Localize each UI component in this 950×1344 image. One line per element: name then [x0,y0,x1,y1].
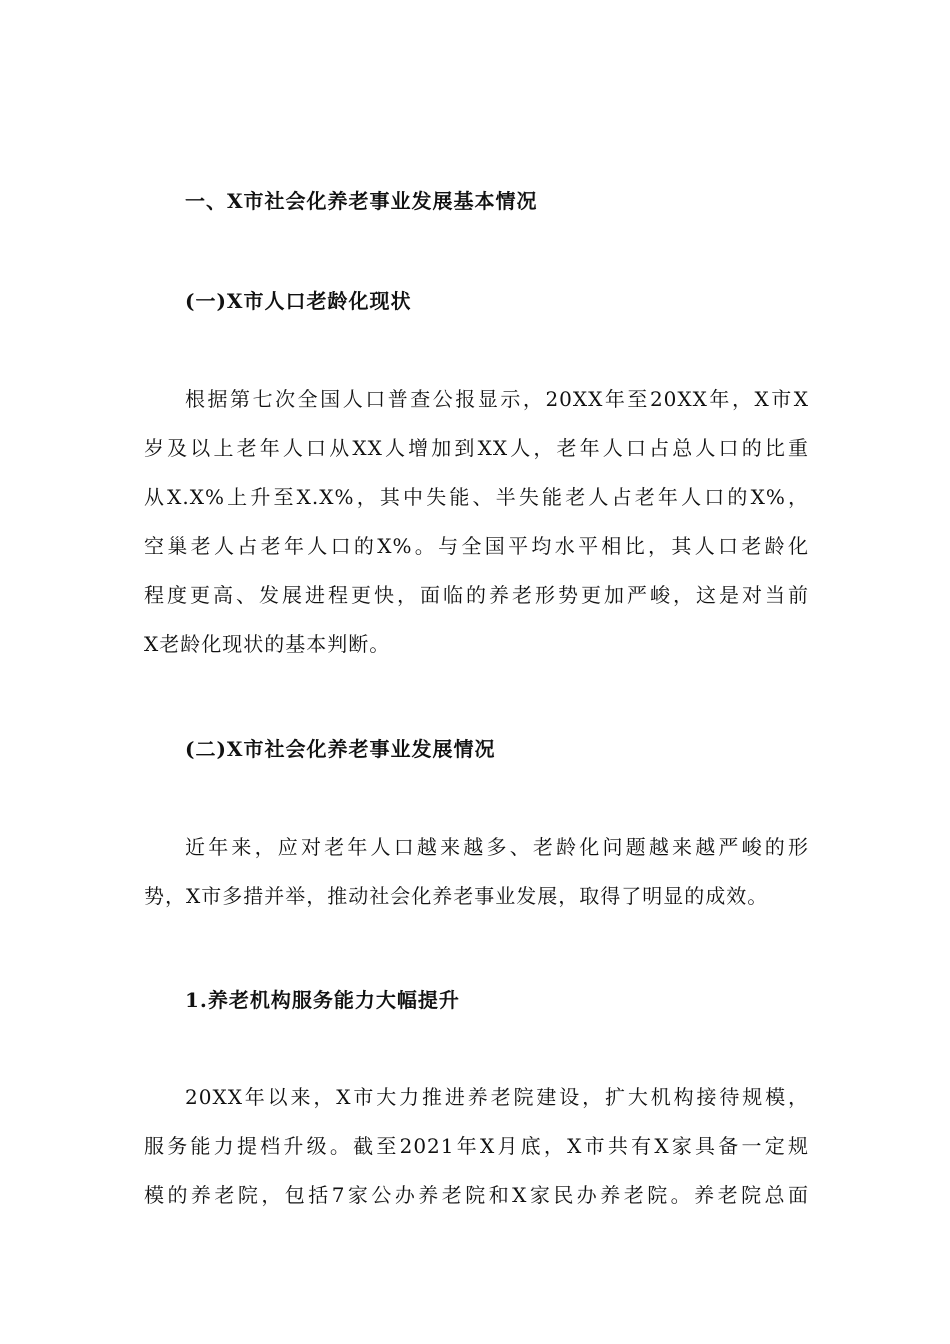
subsection-heading-2: (二)X市社会化养老事业发展情况 [185,737,496,761]
paragraph-line: 模的养老院，包括7家公办养老院和X家民办养老院。养老院总面 [144,1183,809,1207]
paragraph-line: 近年来，应对老年人口越来越多、老龄化问题越来越严峻的形 [185,835,809,859]
paragraph-line: X老龄化现状的基本判断。 [144,632,391,656]
paragraph-line: 服务能力提档升级。截至2021年X月底，X市共有X家具备一定规 [144,1134,809,1158]
paragraph-development [144,823,809,921]
paragraph-aging-status [144,375,809,669]
paragraph-line: 势，X市多措并举，推动社会化养老事业发展，取得了明显的成效。 [144,884,769,908]
paragraph-line: 岁及以上老年人口从XX人增加到XX人，老年人口占总人口的比重 [144,436,809,460]
paragraph-elderly-institutions [144,1073,809,1220]
paragraph-line: 从X.X%上升至X.X%，其中失能、半失能老人占老年人口的X%， [144,485,809,509]
section-heading-1: 一、X市社会化养老事业发展基本情况 [185,189,538,213]
subsection-heading-1: (一)X市人口老龄化现状 [185,289,412,313]
paragraph-line: 空巢老人占老年人口的X%。与全国平均水平相比，其人口老龄化 [144,534,809,558]
paragraph-line: 程度更高、发展进程更快，面临的养老形势更加严峻，这是对当前 [144,583,809,607]
item-heading-1: 1.养老机构服务能力大幅提升 [185,988,460,1012]
paragraph-line: 20XX年以来，X市大力推进养老院建设，扩大机构接待规模， [185,1085,809,1109]
paragraph-line: 根据第七次全国人口普查公报显示，20XX年至20XX年，X市X [185,387,809,411]
